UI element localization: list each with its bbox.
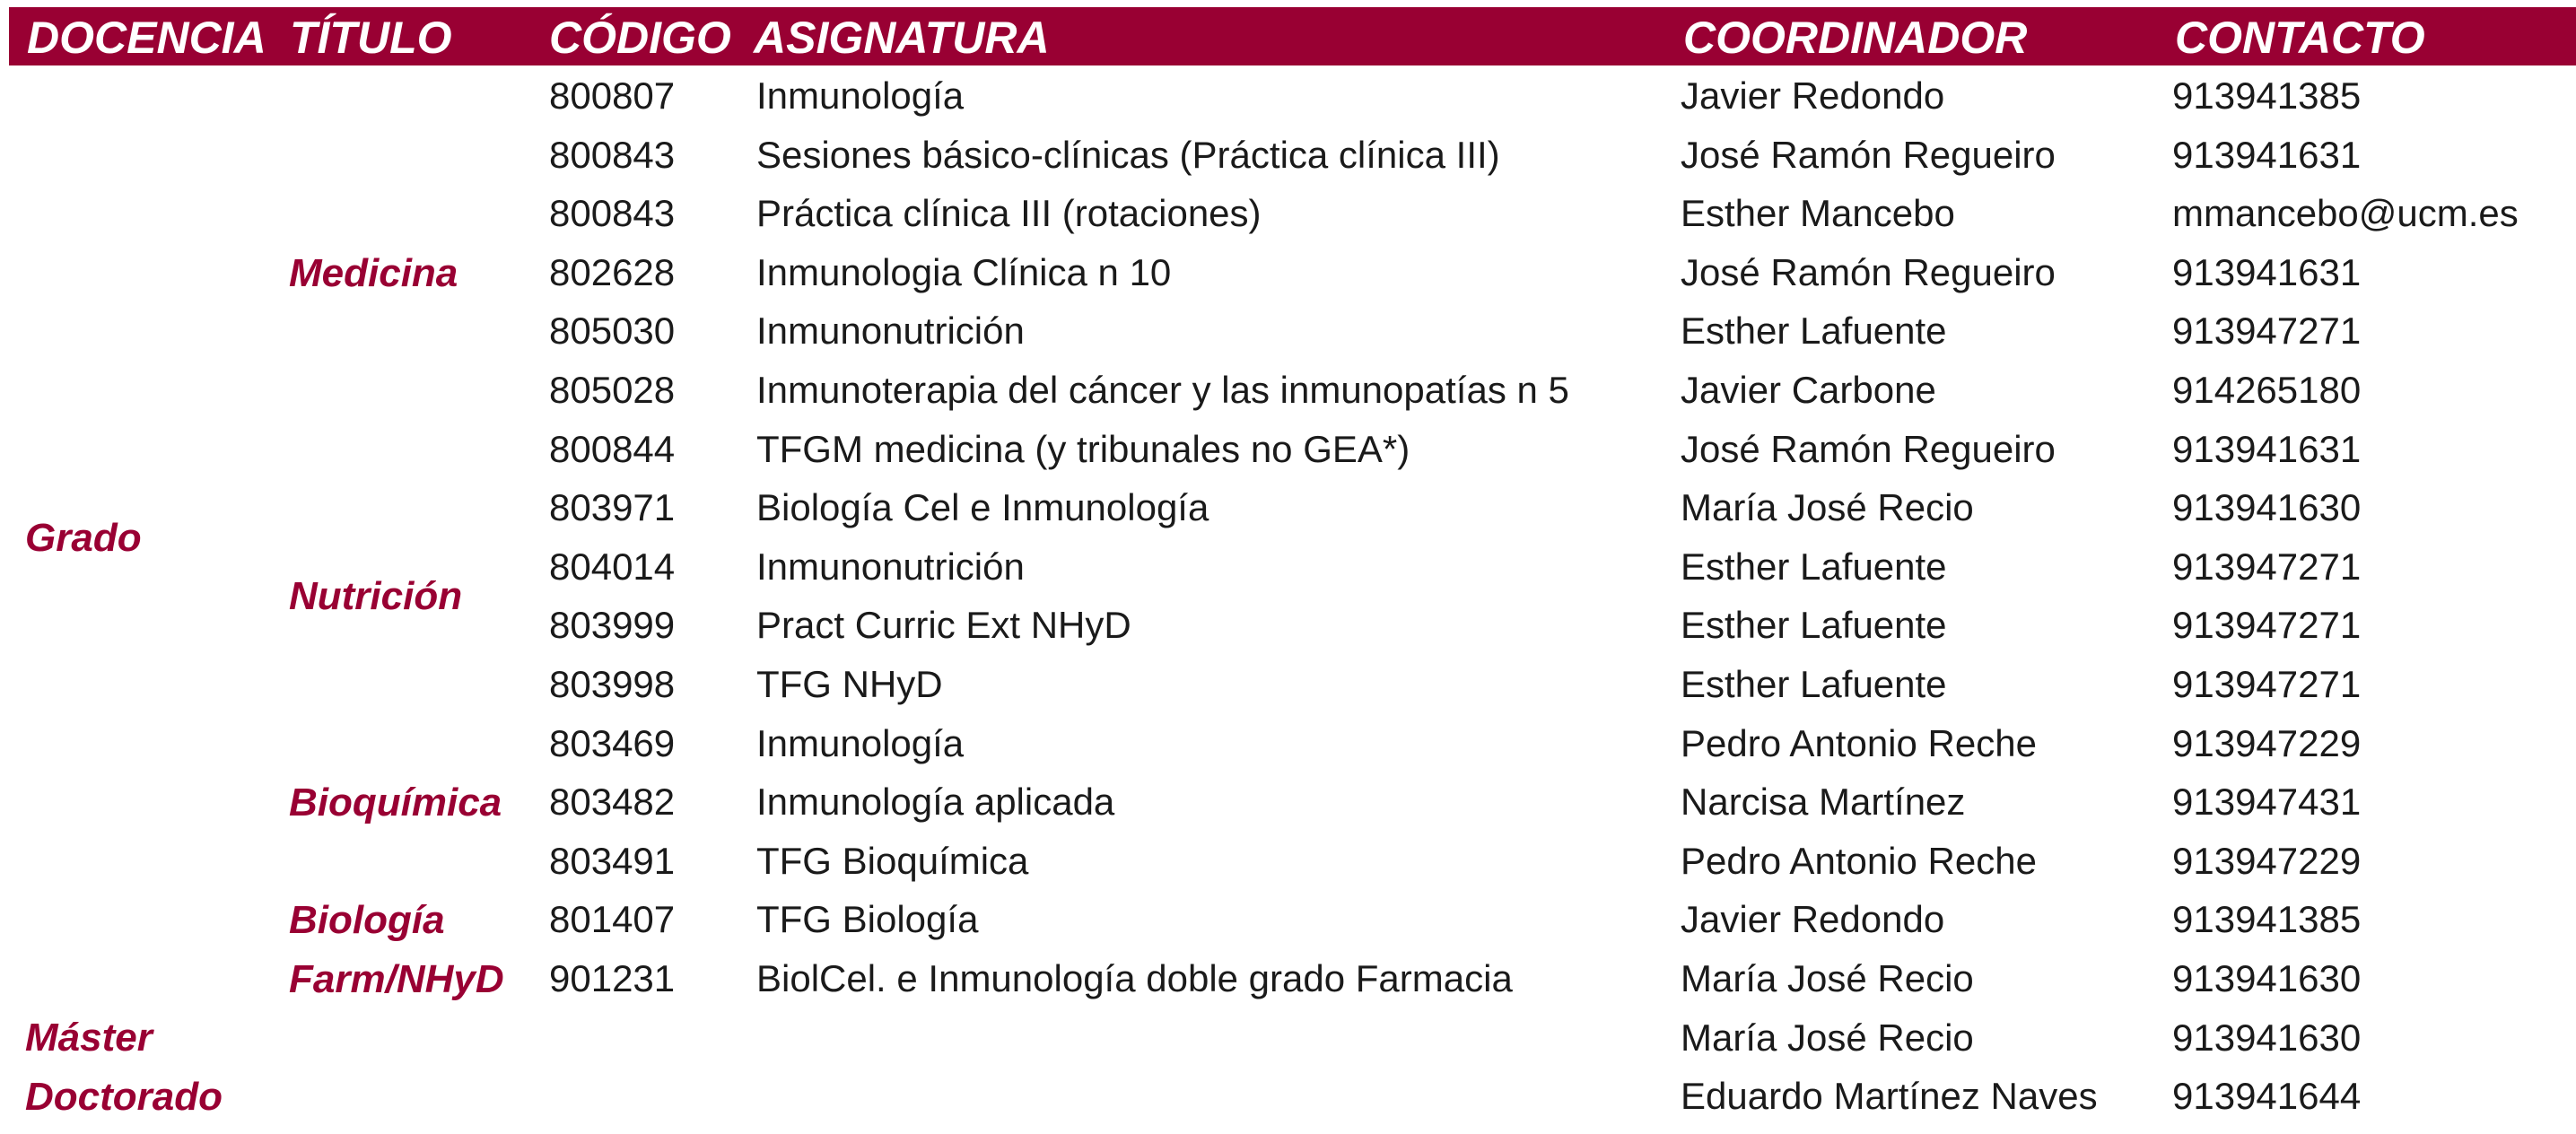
cell-codigo: 803469 <box>549 722 676 764</box>
cell-coordinador: Pedro Antonio Reche <box>1681 840 2037 882</box>
cell-asignatura: Práctica clínica III (rotaciones) <box>756 192 1262 234</box>
cell-contacto: 913941385 <box>2172 74 2362 117</box>
header-coordinador: COORDINADOR <box>1683 13 2028 63</box>
cell-coordinador: María José Recio <box>1681 486 1974 528</box>
cell-coordinador: Esther Mancebo <box>1681 192 1955 234</box>
titulo-biologia: Biología <box>289 898 445 942</box>
titulo-nutricion: Nutrición <box>289 574 463 618</box>
cell-contacto: 913947229 <box>2172 722 2362 764</box>
cell-contacto: 914265180 <box>2172 369 2362 411</box>
cell-asignatura: Inmunonutrición <box>756 545 1025 588</box>
cell-coordinador: Esther Lafuente <box>1681 604 1947 646</box>
cell-contacto: 913947229 <box>2172 840 2362 882</box>
cell-codigo: 800807 <box>549 74 676 117</box>
cell-contacto: 913941630 <box>2172 957 2362 999</box>
docencia-doctorado: Doctorado <box>25 1075 223 1119</box>
cell-asignatura: Biología Cel e Inmunología <box>756 486 1209 528</box>
cell-codigo: 803971 <box>549 486 676 528</box>
cell-codigo: 803999 <box>549 604 676 646</box>
cell-asignatura: Inmunología <box>756 722 965 764</box>
cell-contacto: 913941630 <box>2172 486 2362 528</box>
cell-contacto: 913941631 <box>2172 134 2362 176</box>
cell-asignatura: Inmunología aplicada <box>756 781 1115 823</box>
table-header <box>9 7 2576 65</box>
cell-asignatura: TFG Bioquímica <box>756 840 1029 882</box>
cell-contacto: mmancebo@ucm.es <box>2172 192 2519 234</box>
titulo-bioquimica: Bioquímica <box>289 781 502 824</box>
cell-contacto: 913941644 <box>2172 1075 2362 1117</box>
cell-asignatura: Pract Curric Ext NHyD <box>756 604 1131 646</box>
cell-codigo: 800843 <box>549 134 676 176</box>
cell-coordinador: Esther Lafuente <box>1681 663 1947 705</box>
header-docencia: DOCENCIA <box>27 13 266 63</box>
cell-codigo: 805030 <box>549 310 676 352</box>
cell-coordinador: María José Recio <box>1681 957 1974 999</box>
cell-contacto: 913941630 <box>2172 1016 2362 1059</box>
titulo-farm: Farm/NHyD <box>289 957 504 1001</box>
cell-asignatura: Inmunología <box>756 74 965 117</box>
cell-contacto: 913947431 <box>2172 781 2362 823</box>
cell-asignatura: TFG NHyD <box>756 663 943 705</box>
cell-asignatura: TFG Biología <box>756 898 979 940</box>
cell-contacto: 913941385 <box>2172 898 2362 940</box>
cell-codigo: 802628 <box>549 251 676 293</box>
cell-asignatura: BiolCel. e Inmunología doble grado Farmacia <box>756 957 1513 999</box>
cell-coordinador: Javier Carbone <box>1681 369 1936 411</box>
cell-coordinador: Narcisa Martínez <box>1681 781 1966 823</box>
cell-coordinador: José Ramón Regueiro <box>1681 251 2056 293</box>
cell-asignatura: Inmunonutrición <box>756 310 1025 352</box>
cell-codigo: 803998 <box>549 663 676 705</box>
titulo-medicina: Medicina <box>289 251 458 295</box>
cell-coordinador: Eduardo Martínez Naves <box>1681 1075 2098 1117</box>
cell-contacto: 913941631 <box>2172 251 2362 293</box>
cell-codigo: 800844 <box>549 428 676 470</box>
cell-codigo: 803482 <box>549 781 676 823</box>
cell-asignatura: Sesiones básico-clínicas (Práctica clínica III) <box>756 134 1500 176</box>
cell-coordinador: José Ramón Regueiro <box>1681 428 2056 470</box>
cell-contacto: 913947271 <box>2172 545 2362 588</box>
cell-coordinador: Esther Lafuente <box>1681 545 1947 588</box>
docencia-master: Máster <box>25 1016 153 1060</box>
cell-codigo: 901231 <box>549 957 676 999</box>
cell-codigo: 800843 <box>549 192 676 234</box>
cell-codigo: 804014 <box>549 545 676 588</box>
header-contacto: CONTACTO <box>2175 13 2425 63</box>
cell-coordinador: Javier Redondo <box>1681 74 1945 117</box>
cell-coordinador: Esther Lafuente <box>1681 310 1947 352</box>
cell-asignatura: Inmunoterapia del cáncer y las inmunopatías n 5 <box>756 369 1569 411</box>
cell-codigo: 803491 <box>549 840 676 882</box>
cell-contacto: 913941631 <box>2172 428 2362 470</box>
cell-contacto: 913947271 <box>2172 604 2362 646</box>
header-codigo: CÓDIGO <box>549 13 731 63</box>
cell-contacto: 913947271 <box>2172 663 2362 705</box>
cell-coordinador: Pedro Antonio Reche <box>1681 722 2037 764</box>
cell-coordinador: José Ramón Regueiro <box>1681 134 2056 176</box>
cell-codigo: 805028 <box>549 369 676 411</box>
cell-coordinador: María José Recio <box>1681 1016 1974 1059</box>
cell-coordinador: Javier Redondo <box>1681 898 1945 940</box>
cell-asignatura: TFGM medicina (y tribunales no GEA*) <box>756 428 1410 470</box>
header-asignatura: ASIGNATURA <box>754 13 1050 63</box>
cell-contacto: 913947271 <box>2172 310 2362 352</box>
cell-codigo: 801407 <box>549 898 676 940</box>
cell-asignatura: Inmunologia Clínica n 10 <box>756 251 1172 293</box>
docencia-grado: Grado <box>25 516 142 560</box>
header-titulo: TÍTULO <box>290 13 452 63</box>
